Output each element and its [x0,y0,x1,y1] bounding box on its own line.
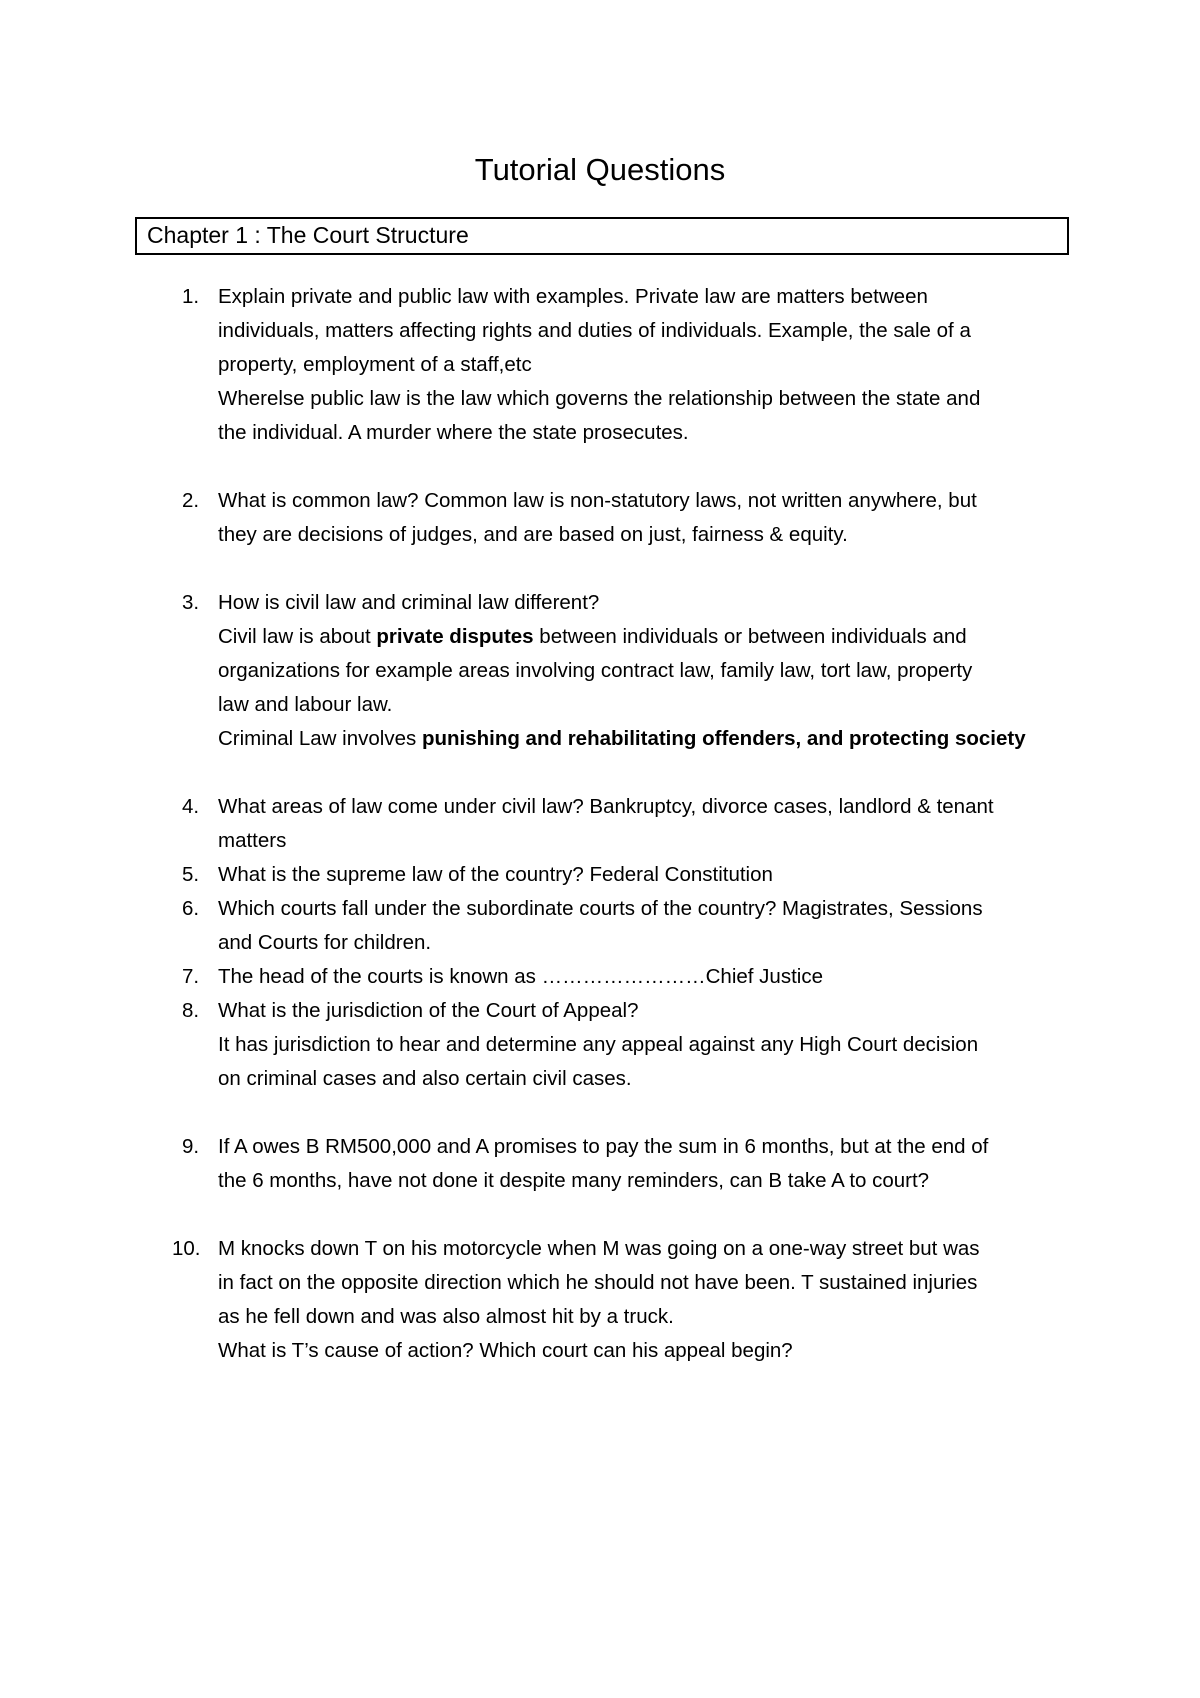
question-text-line: If A owes B RM500,000 and A promises to pay the sum in 6 months, but at the end of [218,1135,989,1158]
question-text-line: What is the supreme law of the country? Federal Constitution [218,863,773,886]
question-text-line [218,722,1080,756]
question-text-line: matters [218,829,287,852]
question-text-line: and Courts for children. [218,931,432,954]
question-2 [160,484,1080,552]
question-text-line: What is T’s cause of action? Which court can his appeal begin? [218,1339,793,1362]
page-title: Tutorial Questions [474,152,726,187]
question-text-line: law and labour law. [218,693,393,716]
question-1 [160,280,1080,450]
question-text-line: What is the jurisdiction of the Court of Appeal? [218,999,639,1022]
question-text-line: Wherelse public law is the law which governs the relationship between the state and [218,387,981,410]
bold-text-run: punishing and rehabilitating offenders, and protecting society [421,727,1026,750]
question-number: 9. [182,1135,200,1158]
question-number: 4. [182,795,200,818]
question-text-line: individuals, matters affecting rights and duties of individuals. Example, the sale of a [218,319,971,342]
question-number: 5. [182,863,200,886]
question-8 [160,994,1080,1096]
question-text-line: the 6 months, have not done it despite many reminders, can B take A to court? [218,1169,930,1192]
question-text-line: organizations for example areas involving contract law, family law, tort law, property [218,659,973,682]
question-text-line [218,620,1080,654]
question-4 [160,790,1080,858]
question-text-line: they are decisions of judges, and are based on just, fairness & equity. [218,523,848,546]
question-text-line: property, employment of a staff,etc [218,353,532,376]
question-text-line: How is civil law and criminal law different? [218,591,600,614]
question-list [160,280,1080,1368]
chapter-heading: Chapter 1 : The Court Structure [135,217,1069,255]
question-6 [160,892,1080,960]
text-run: Criminal Law involves [218,727,422,750]
question-7 [160,960,1080,994]
text-run: Civil law is about [218,625,377,648]
question-number: 3. [182,591,200,614]
question-number: 7. [182,965,200,988]
question-10 [160,1232,1080,1368]
question-text-line: Which courts fall under the subordinate courts of the country? Magistrates, Sessions [218,897,983,920]
bold-text-run: private disputes [376,625,534,648]
question-text-line: Explain private and public law with examples. Private law are matters between [218,285,928,308]
question-number: 10. [172,1237,201,1260]
question-3 [160,586,1080,756]
question-5 [160,858,1080,892]
question-text-line: the individual. A murder where the state prosecutes. [218,421,689,444]
question-number: 1. [182,285,200,308]
question-number: 6. [182,897,200,920]
question-text-line: on criminal cases and also certain civil cases. [218,1067,632,1090]
question-text-line: M knocks down T on his motorcycle when M was going on a one-way street but was [218,1237,980,1260]
question-text-line: in fact on the opposite direction which he should not have been. T sustained injuries [218,1271,978,1294]
question-text-line: What areas of law come under civil law? Bankruptcy, divorce cases, landlord & tenant [218,795,994,818]
question-text-line: What is common law? Common law is non-statutory laws, not written anywhere, but [218,489,977,512]
question-text-line: It has jurisdiction to hear and determine any appeal against any High Court decision [218,1033,979,1056]
text-run: between individuals or between individuals and [533,625,967,648]
question-9 [160,1130,1080,1198]
question-text-line: as he fell down and was also almost hit by a truck. [218,1305,674,1328]
question-number: 2. [182,489,200,512]
question-number: 8. [182,999,200,1022]
question-text-line: The head of the courts is known as ……………………Chief Justice [218,965,823,988]
